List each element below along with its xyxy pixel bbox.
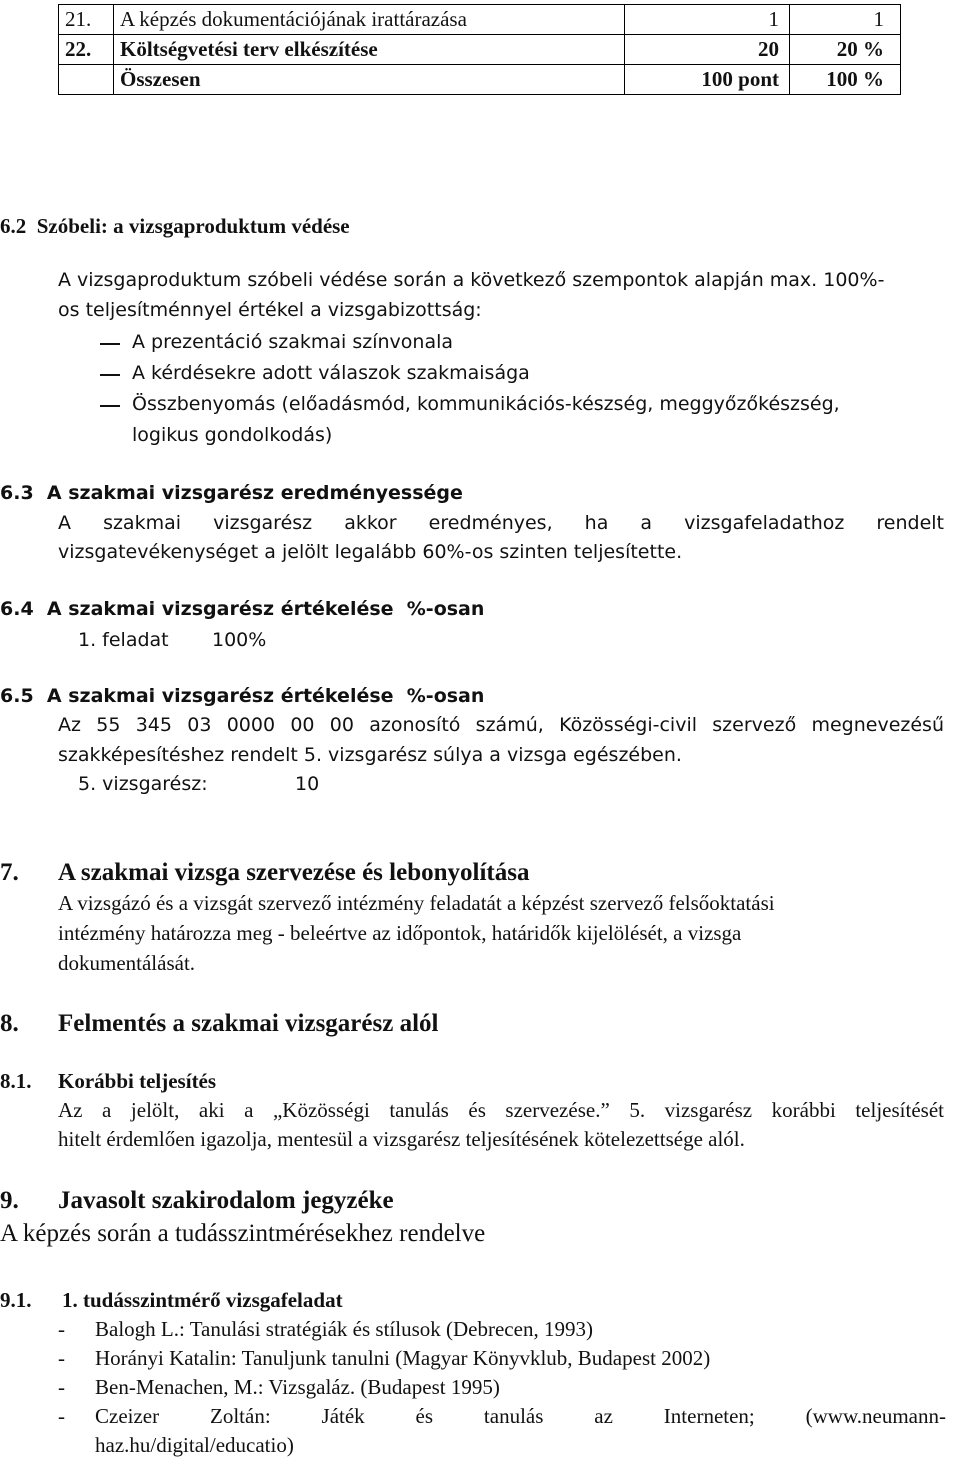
reference-item-continuation: haz.hu/digital/educatio) <box>95 1433 294 1457</box>
part-label: 5. vizsgarész: <box>78 773 208 795</box>
reference-dash: - <box>58 1346 65 1370</box>
reference-dash: - <box>58 1404 65 1428</box>
reference-dash: - <box>58 1375 65 1399</box>
table-row <box>59 5 901 35</box>
total-empty-cell <box>59 65 114 95</box>
section-6-2-para-line1: A vizsgaproduktum szóbeli védése során a következő szempontok alapján max. 100%- <box>58 269 885 291</box>
reference-item: Balogh L.: Tanulási stratégiák és stílusok (Debrecen, 1993) <box>95 1317 593 1341</box>
section-6-4-heading: 6.4 A szakmai vizsgarész értékelése %-osan <box>0 598 485 620</box>
dash-bullet <box>100 405 120 407</box>
reference-item: Ben-Menachen, M.: Vizsgaláz. (Budapest 1995) <box>95 1375 500 1399</box>
total-points: 100 pont <box>625 65 790 95</box>
criteria-item-continuation: logikus gondolkodás) <box>132 424 333 446</box>
reference-item: Czeizer Zoltán: Játék és tanulás az Interneten; (www.neumann- <box>95 1404 946 1428</box>
task-label: 1. feladat <box>78 629 169 651</box>
section-8-number: 8. <box>0 1010 19 1037</box>
section-9-subtitle: A képzés során a tudásszintmérésekhez rendelve <box>0 1220 486 1247</box>
section-6-2-para-line2: os teljesítménnyel értékel a vizsgabizottság: <box>58 299 482 321</box>
section-8-1-heading: Korábbi teljesítés <box>58 1069 217 1093</box>
score-table <box>58 4 901 95</box>
section-6-5-heading: 6.5 A szakmai vizsgarész értékelése %-osan <box>0 685 485 707</box>
section-9-1-number: 9.1. <box>0 1288 32 1312</box>
part-value: 10 <box>295 773 320 795</box>
dash-bullet <box>100 374 120 376</box>
row-points: 1 <box>625 5 790 35</box>
row-number: 22. <box>59 35 114 65</box>
row-percent: 20 % <box>790 35 901 65</box>
section-7-heading: A szakmai vizsga szervezése és lebonyolítása <box>58 859 530 886</box>
section-8-1-line1: Az a jelölt, aki a „Közösségi tanulás és szervezése.” 5. vizsgarész korábbi teljesítését <box>58 1098 944 1122</box>
criteria-item: Összbenyomás (előadásmód, kommunikációs-készség, meggyőzőkészség, <box>132 393 840 415</box>
section-9-1-heading: 1. tudásszintmérő vizsgafeladat <box>62 1288 343 1312</box>
task-value: 100% <box>212 629 267 651</box>
section-6-3-line2: vizsgatevékenységet a jelölt legalább 60%-os szinten teljesítette. <box>58 541 683 563</box>
row-number: 21. <box>59 5 114 35</box>
row-title: Költségvetési terv elkészítése <box>114 35 625 65</box>
row-points: 20 <box>625 35 790 65</box>
table-row <box>59 35 901 65</box>
reference-item: Horányi Katalin: Tanuljunk tanulni (Magyar Könyvklub, Budapest 2002) <box>95 1346 711 1370</box>
row-percent: 1 <box>790 5 901 35</box>
section-7-line1: A vizsgázó és a vizsgát szervező intézmény feladatát a képzést szervező felsőoktatási <box>58 891 775 915</box>
section-7-line3: dokumentálását. <box>58 951 196 975</box>
criteria-item: A prezentáció szakmai színvonala <box>132 331 454 353</box>
section-6-2-heading: 6.2 Szóbeli: a vizsgaproduktum védése <box>0 214 350 238</box>
section-6-3-line1: A szakmai vizsgarész akkor eredményes, ha a vizsgafeladathoz rendelt <box>58 512 944 534</box>
section-6-5-line2: szakképesítéshez rendelt 5. vizsgarész súlya a vizsga egészében. <box>58 744 682 766</box>
section-7-number: 7. <box>0 859 19 886</box>
section-8-heading: Felmentés a szakmai vizsgarész alól <box>58 1010 439 1037</box>
dash-bullet <box>100 343 120 345</box>
section-9-heading: Javasolt szakirodalom jegyzéke <box>58 1187 394 1214</box>
table-total-row <box>59 65 901 95</box>
total-label: Összesen <box>114 65 625 95</box>
section-8-1-number: 8.1. <box>0 1069 32 1093</box>
section-6-3-heading: 6.3 A szakmai vizsgarész eredményessége <box>0 482 463 504</box>
section-7-line2: intézmény határozza meg - beleértve az időpontok, határidők kijelölését, a vizsga <box>58 921 742 945</box>
section-9-number: 9. <box>0 1187 19 1214</box>
criteria-item: A kérdésekre adott válaszok szakmaisága <box>132 362 530 384</box>
total-percent: 100 % <box>790 65 901 95</box>
reference-dash: - <box>58 1317 65 1341</box>
section-6-5-line1: Az 55 345 03 0000 00 00 azonosító számú, Közösségi-civil szervező megnevezésű <box>58 714 944 736</box>
section-8-1-line2: hitelt érdemlően igazolja, mentesül a vizsgarész teljesítésének kötelezettsége alól. <box>58 1127 745 1151</box>
row-title: A képzés dokumentációjának irattárazása <box>114 5 625 35</box>
